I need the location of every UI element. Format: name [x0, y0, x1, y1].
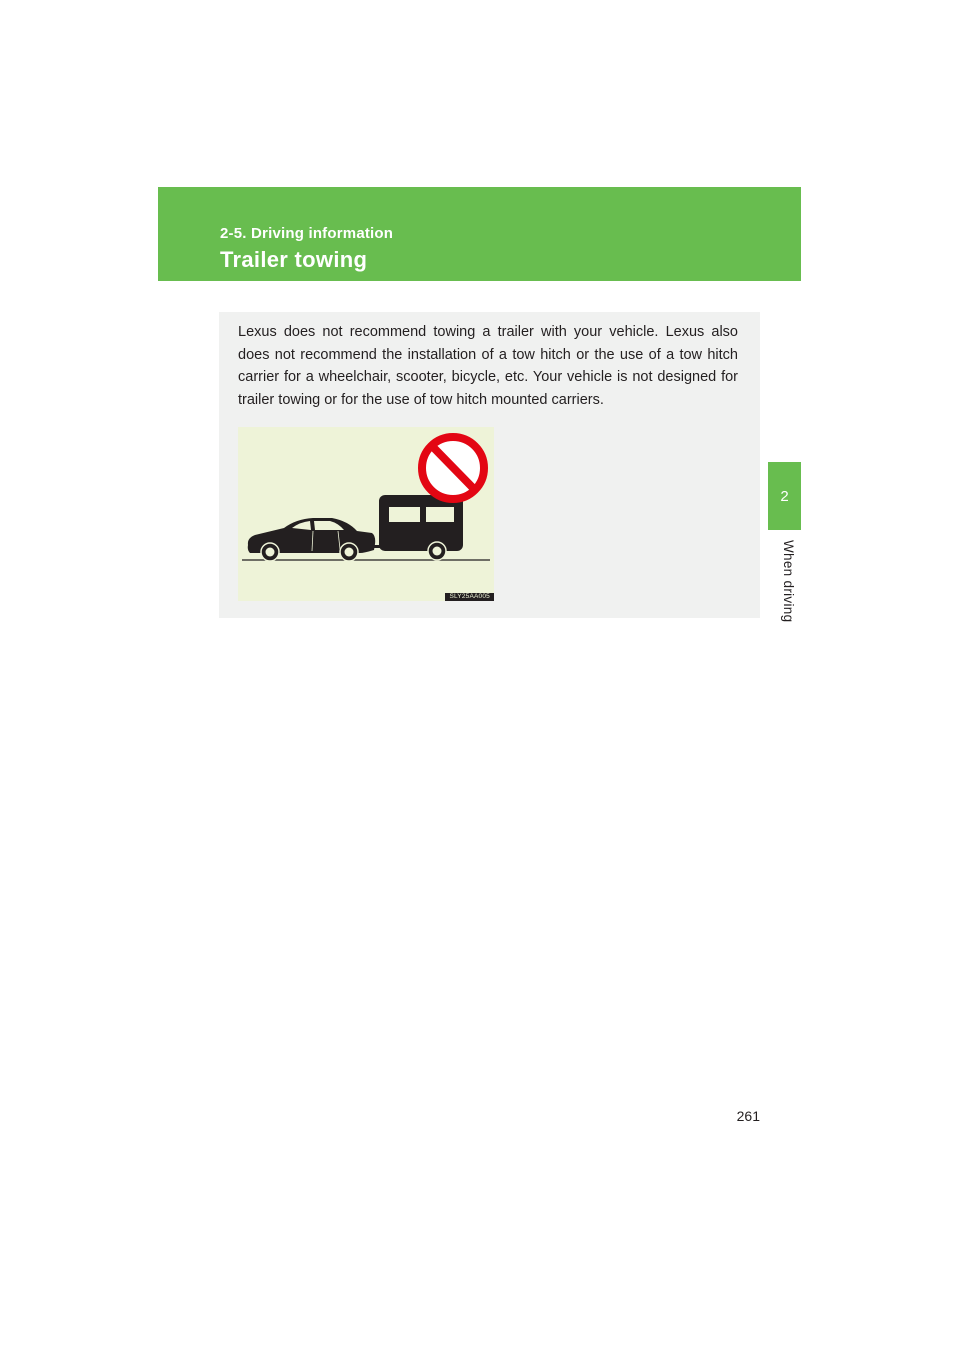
towing-notice-text: Lexus does not recommend towing a trailer with your vehicle. Lexus also does not recommend the installation of a tow hitch or the use of a tow hitch carrier for a wheelchair, scooter, bicycle, etc. Your vehicle is not designed for trailer towing or for the use of tow hitch mounted carriers.: [238, 324, 738, 408]
illustration-svg: [238, 427, 494, 601]
trailer-icon: [374, 495, 463, 560]
section-label: 2-5. Driving information: [220, 225, 394, 242]
chapter-name: When driving: [781, 540, 796, 623]
trailer-towing-illustration: [238, 427, 494, 601]
header-band: [158, 187, 801, 281]
car-icon: [248, 518, 380, 561]
image-code: SLY25AA005: [445, 593, 494, 601]
page-number: 261: [736, 1108, 760, 1124]
chapter-number: 2: [780, 487, 789, 505]
chapter-tab: [768, 462, 801, 530]
page-title: Trailer towing: [220, 247, 368, 272]
prohibition-icon: [422, 437, 484, 499]
content-box: [219, 312, 760, 618]
